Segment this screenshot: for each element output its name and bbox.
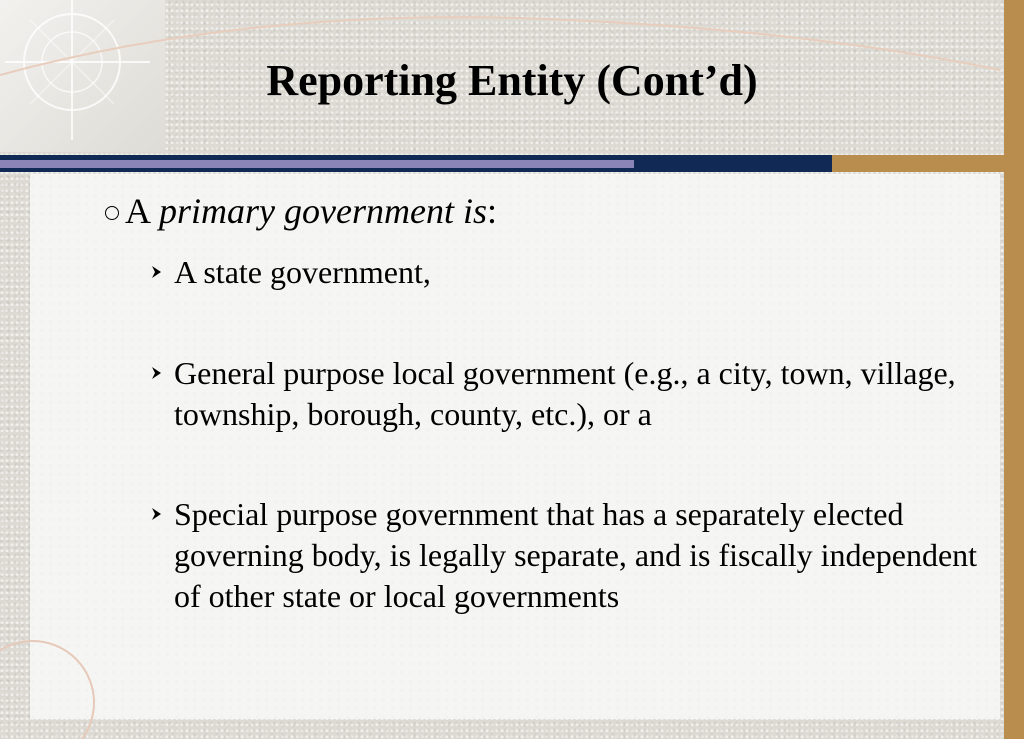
- main-bullet: [105, 190, 497, 232]
- right-accent-strip: [1004, 0, 1024, 739]
- ring-bullet-icon: [105, 206, 119, 220]
- title-divider-gold: [832, 155, 1004, 172]
- arrowhead-bullet-icon: [150, 264, 164, 280]
- title-divider-lilac: [0, 160, 634, 168]
- sub-bullet-text: Special purpose government that has a separately elected governing body, is legally separate, and is fiscally independent of other state or local governments: [174, 496, 978, 614]
- sub-bullet-text: General purpose local government (e.g., a city, town, village, township, borough, county, etc.), or a: [174, 355, 956, 432]
- sub-bullet-text: A state government,: [174, 254, 431, 290]
- arrowhead-bullet-icon: [150, 365, 164, 381]
- slide-title: Reporting Entity (Cont’d): [266, 56, 758, 105]
- arrowhead-bullet-icon: [150, 506, 164, 522]
- main-bullet-emphasis: primary government is: [159, 191, 487, 231]
- main-bullet-prefix: A: [125, 191, 151, 231]
- main-bullet-suffix: :: [486, 191, 497, 231]
